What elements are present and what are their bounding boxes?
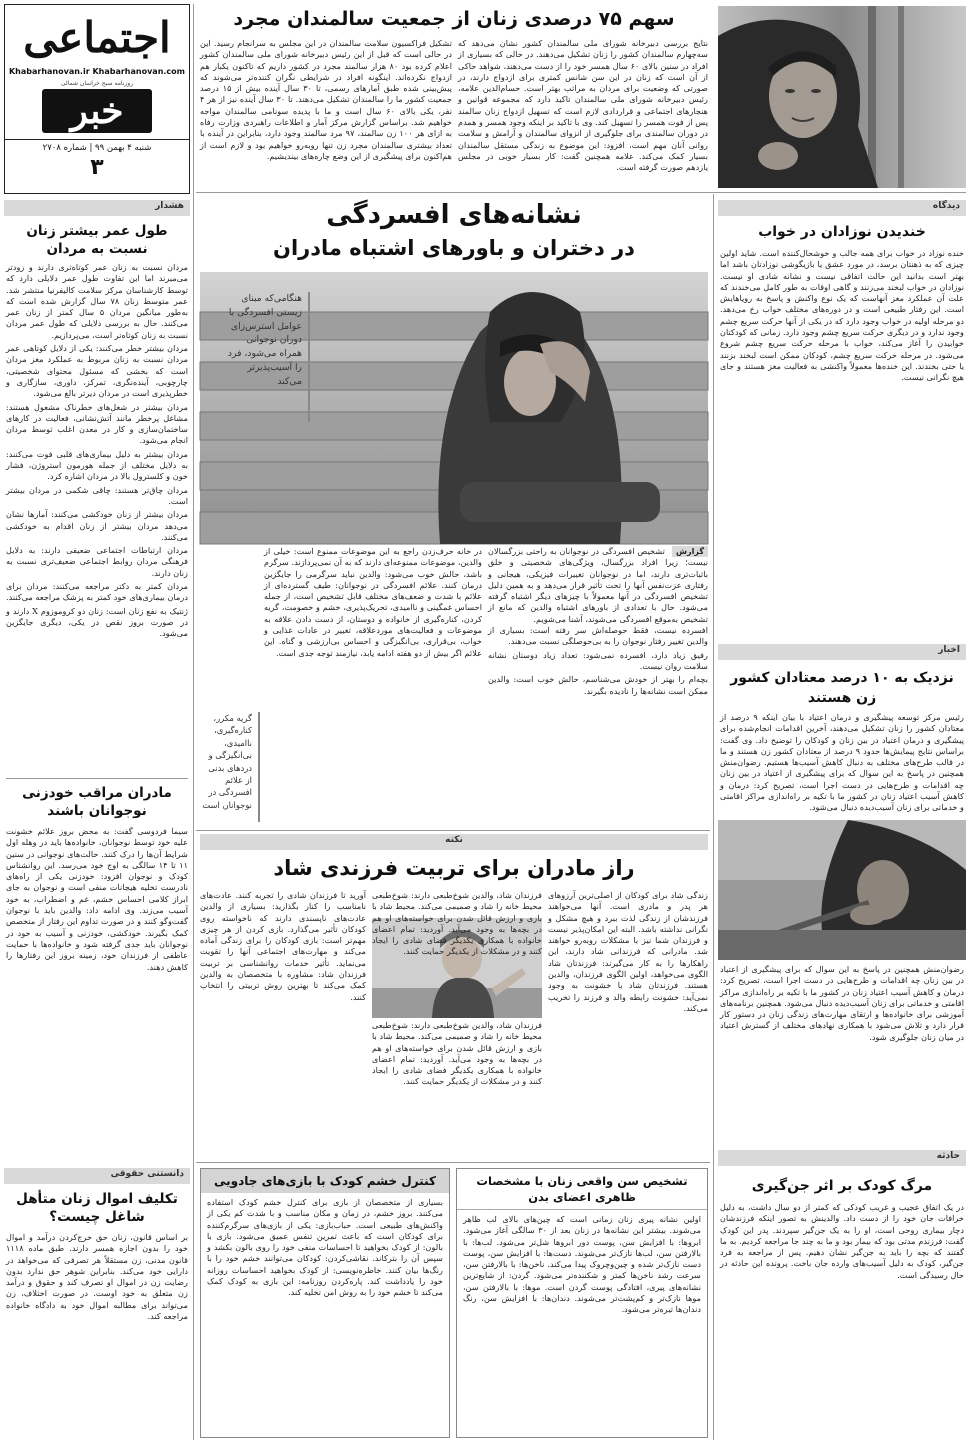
left-column-rule [193, 4, 194, 1440]
right-story3-body: در یک اتفاق عجیب و غریب کودکی که کمتر از دو سال داشت، به دلیل خرافات جان خود را از دست داد. والدینش به تصور اینکه فرزندشان دچار بیماری روحی است، او را به یک جن‌گیر سپردند. پدر این کودک گفت: فرزندم مدتی بود که بیمار بود و ما به چند جا مراجعه کردیم. به ما گفتند که بچه را باید به جن‌گیر نشان دهیم. پس از مراجعه به فرد جن‌گیر، کودک به دلیل آسیب‌های وارده جان باخت. پرونده این حادثه در حال رسیدگی است. [720, 1202, 964, 1280]
feature-pullquote-2: گریه مکرر، کناره‌گیری، ناامیدی، بی‌انگیزگی و دردهای بدنی از علائم افسردگی در نوجوانان است [200, 712, 260, 822]
top-story-headline: سهم ۷۵ درصدی زنان از جمعیت سالمندان مجرد [233, 8, 675, 30]
masthead-sites[interactable]: Khabarhanovan.ir Khabarhanovan.com [8, 67, 186, 76]
right-story1-title: خندیدن نوزادان در خواب [758, 224, 926, 240]
bottom-feature-col-a: زندگی شاد برای کودکان از اصلی‌ترین آرزوهای هر پدر و مادری است. آنها می‌خواهند فرزندشان از زندگی لذت ببرد و هیچ مشکل و نگرانی نداشته باشد. البته این امکان‌پذیر نیست و فرزندان شما نیز با مشکلات روبه‌رو خواهند شد. مادرانی که فرزندانی شاد دارند، این راهکارها را به کار می‌گیرند: فرزندتان شاد الگوی می‌خواهد، اولین الگوی فرزندان، والدین هستند. فرزندتان شاد با خشونت به وجود نمی‌آید: خشونت رابطه والد و فرزند را تخریب می‌کند. [548, 890, 708, 1013]
left-story1-point: مردان بیشتر خطر می‌کنند: یکی از دلایل کوتاهی عمر مردان نسبت به زنان مربوط به عملکرد مغز مردان است که بخشی که مسئول محتوای شخصیتی، چارچوبی، آینده‌نگری، تمرکز، داوری، سازگاری و خطرپذیری است در مردان دیرتر بالغ می‌شود. [6, 343, 188, 399]
feature-col-b: در خانه حرف‌زدن راجع به این موضوعات ممنوع است: خیلی از والدین، موضوعات ممنوعه‌ای دارند که به آن نمی‌پردازند. سرگرم باشد، حالش خوب می‌شود: والدین نباید سرگرمی را جایگزین درمان کنند. علائم افسردگی در نوجوانان: طیف گسترده‌ای از علائم با شدت و ضعف‌های مختلف قابل تشخیص است، از جمله احساس غمگینی و ناامیدی، تحریک‌پذیری، خشم و خصومت، گریه کردن، کناره‌گیری از خانواده و دوستان، از دست دادن علاقه به موضوعات و فعالیت‌های موردعلاقه، تغییر در عادات غذایی و خواب، بی‌قراری، بی‌انگیزگی و احساس بی‌ارزشی و گناه. این علائم اگر بیش از دو هفته ادامه یابد، نیازمند توجه جدی است. [264, 546, 482, 658]
paper-name: خبر [70, 90, 124, 132]
bottom-feature-header: نکته [200, 834, 708, 850]
top-divider [196, 192, 966, 193]
left-story1-point: مردان بیشتر از زنان خودکشی می‌کنند: آمارها نشان می‌دهد مردان بیشتر از زنان اقدام به خودکشی می‌کنند. [6, 509, 188, 542]
bottom-feature-col-b: فرزندان شاد، والدین شوخ‌طبعی دارند: شوخ‌طبعی محیط خانه را شاد و صمیمی می‌کند. محیط شاد با بازی و ارزش قائل شدن برای خواسته‌های او هم در بچه‌ها به وجود می‌آید. آوردید: تمام اعضای خانواده با همکاری یکدیگر فضای شادی را ایجاد کنند و در مشکلات از یکدیگر حمایت کنند. [372, 890, 542, 957]
left-header-warning: هشدار [4, 200, 190, 216]
right-story2-title: نزدیک به ۱۰ درصد معتادان کشور زن هستند [730, 670, 954, 706]
left-header-legal: دانستنی حقوقی [4, 1168, 190, 1184]
bottom-feature-col-b-cont: فرزندان شاد، والدین شوخ‌طبعی دارند: شوخ‌طبعی محیط خانه را شاد و صمیمی می‌کند. محیط شاد با بازی و ارزش قائل شدن برای خواسته‌های او هم در بچه‌ها به وجود می‌آید. آوردید: تمام اعضای خانواده با همکاری یکدیگر فضای شادی را ایجاد کنند و در مشکلات از یکدیگر حمایت کنند. [372, 1020, 542, 1087]
box-anger-body: بسیاری از متخصصان از بازی برای کنترل خشم کودک استفاده می‌کنند. بروز خشم، در زمان و مکان مناسب و با شدت کم یکی از واکنش‌های طبیعی است. حباب‌بازی: یکی از بازی‌های سرگرم‌کننده برای کودکان است که باعث تمرین تنفس عمیق می‌شود. بازی با بالون: از کودک بخواهید تا احساسات منفی خود را روی بالون بکشد و سپس آن را بترکاند. نقاشی‌کردن: کودکان می‌توانند خشم خود را با رنگ‌ها بیان کنند. خاطره‌نویسی: از کودک بخواهید احساسات روزانه خود را یادداشت کند. پاره‌کردن روزنامه: این بازی به کودک کمک می‌کند تا خشم خود را به روش امن تخلیه کند. [207, 1197, 443, 1298]
bottom-feature-headline: راز مادران برای تربیت فرزندی شاد [273, 856, 635, 880]
box-anger-headline: کنترل خشم کودک با بازی‌های جادویی [201, 1169, 449, 1193]
left-story1-title: طول عمر بیشتر زنان نسبت به مردان [26, 223, 168, 257]
box-anger-control [200, 1168, 450, 1438]
right-story1-body: خنده نوزاد در خواب برای همه جالب و خوشحال‌کننده است. شاید اولین چیزی که به ذهنتان برسد، در مورد عشق یا بازیگوشی نوزادتان باشد اما بهتر است بدانید این حالت اتفاقی نیست و نشانه شادی او نیست. نوزادان در خواب لبخند می‌زنند و گاهی اوقات به طور کامل می‌خندند که علت آن عملکرد مغز آنهاست که یک نوع واکنش و پاسخ به رویاهایش است. این رفتار طبیعی است و در دوره‌های مختلف خواب رخ می‌دهد. دو مرحله اولیه در خواب وجود دارد که در یکی از آنها حرکت سریع چشم وجود ندارد و در دیگری حرکت سریع چشم وجود دارد. زمانی که کودکتان خوابیدن را آغاز می‌کند، خواب با مرحله حرکت سریع چشم شروع می‌شود. در مرحله حرکت سریع چشم، کودکان ممکن است لبخند بزنند یا حتی بخندند. این خنده‌ها معمولاً واکنشی به فعالیت مغز هستند و جای هیچ نگرانی نیست. [720, 248, 964, 383]
feature-intro: تشخیص افسردگی در نوجوانان به راحتی بزرگسالان نیست؛ زیرا افراد بزرگسال، ویژگی‌های شخصیتی و خلق باثبات‌تری دارند، اما در نوجوانان تغییرات فیزیکی، هیجانی و رفتاری عزت‌نفس آنها را تحت تأثیر قرار می‌دهد و به همین دلیل تشخیص افسردگی در آنها معمولاً با چیزهای دیگر اشتباه گرفته می‌شود. حال با تعدادی از باورهای اشتباه والدین که مانع از تشخیص به‌موقع افسردگی می‌شوند، آشنا می‌شویم. [488, 546, 708, 624]
bottom-feature-col-c: آورید تا فرزندان شادی را تجربه کنند. عادت‌های نامناسب را کنار بگذارید: بسیاری از والدین عادت‌های ناپسندی دارند که ناخواسته روی کودکان تأثیر می‌گذارد. بازی کردن از هر چیزی مهم‌تر است: بازی کودکان را برای زندگی آماده می‌کند و مهارت‌های اجتماعی آنها را تقویت می‌نماید. تأثیر خدمات روانشناسی بر تربیت فرزندان شاد: مشاوره با متخصصان به والدین کمک می‌کند تا بهترین روش تربیتی را انتخاب کنند. [200, 890, 366, 1002]
right-story2-body: رئیس مرکز توسعه پیشگیری و درمان اعتیاد با بیان اینکه ۹ درصد از معتادان کشور را زنان تشکیل می‌دهند، آخرین اقدامات انجام‌شده برای پیشگیری و درمان اعتیاد در بین زنان و کودکان را توضیح داد. وی گفت: براساس نتایج پیمایش‌ها حدود ۹ درصد از معتادان کشور زن هستند و ما در قالب طرح‌های مختلف به دنبال کاهش آسیب‌ها هستیم. رضوان‌منش همچنین در پاسخ به این سوال که برای پیشگیری از اعتیاد در بین زنان چه اقدامات و طرح‌هایی در دست اجرا است، تصریح کرد: درمان و کاهش آسیب اعتیاد زنان در کشور ما با تکیه بر راه‌اندازی مراکز اقامتی و خدماتی برای زنان آسیب‌دیده دنبال می‌شود. [720, 712, 964, 813]
box-age-detection [456, 1168, 708, 1438]
right-column-rule [713, 194, 714, 1440]
addiction-photo [718, 820, 966, 960]
right-story2-body-repeat: رضوان‌منش همچنین در پاسخ به این سوال که برای پیشگیری از اعتیاد در بین زنان چه اقدامات و طرح‌هایی در دست اجرا است، تصریح کرد: درمان و کاهش آسیب اعتیاد زنان در کشور ما با تکیه بر راه‌اندازی مراکز اقامتی و خدماتی برای زنان آسیب‌دیده دنبال می‌شود. همچنین برنامه‌های آموزشی برای خانواده‌ها و ارتقای مهارت‌های زندگی زنان در دستور کار قرار دارد و تلاش می‌شود با همکاری نهادهای مختلف از گسترش اعتیاد در میان زنان جلوگیری شود. [720, 964, 964, 1042]
feature-col-a [488, 546, 708, 826]
bottom-feature-col-b-more [372, 1020, 542, 1158]
right-header-incident: حادثه [718, 1150, 966, 1166]
masthead-section-title: اجتماعی [23, 13, 171, 62]
left-story2-title: مادران مراقب خودزنی نوجوانان باشند [22, 785, 172, 819]
addiction-image [718, 820, 966, 960]
left-story2-body: سیما فردوسی گفت: به محض بروز علائم خشونت علیه خود توسط نوجوانان، خانواده‌ها باید در وهله اول شرایط آن‌ها را درک کنند. حالت‌های نوجوانی در سنین ۱۱ تا ۱۴ سالگی به اوج خود می‌رسد. این روانشناس کودک و نوجوان افزود: خودزنی یکی از راه‌های نادرست تخلیه هیجانات منفی است و نوجوان به جای ابراز کلامی احساس خشم، غم و اضطراب، به خود آسیب می‌زند. وی ادامه داد: والدین باید با نوجوان گفت‌وگو کنند و در صورت تداوم این رفتار از متخصص کمک بگیرند. خودکشی، خودزنی و آسیب به خود در نوجوانان باید جدی گرفته شود و خانواده‌ها با حمایت عاطفی از فرزندان خود، زمینه بروز این رفتارها را کاهش دهند. [6, 826, 188, 972]
left-story1-point: مردان کمتر به دکتر مراجعه می‌کنند: مردان برای درمان بیماری‌های خود کمتر به پزشک مراجعه می‌کنند. [5, 581, 188, 603]
feature-point: بچه‌ام را بهتر از خودش می‌شناسم، حالش خوب است: والدین ممکن است نشانه‌ها را نادیده بگیرند. [488, 674, 708, 696]
box-age-body: اولین نشانه پیری زنان زمانی است که چین‌های بالای لب ظاهر می‌شوند. بیشتر این نشانه‌ها در زنان بعد از ۳۰ سالگی آغاز می‌شود. ابروها: با افزایش سن، پوست دور ابروها شل‌تر می‌شود. لب‌ها: با بالارفتن سن، لب‌ها نازک‌تر می‌شوند. دست‌ها: با افزایش سن، پوست دست نازک‌تر شده و چین‌وچروک پیدا می‌کند. ناخن‌ها: با بالارفتن سن، سرعت رشد ناخن‌ها کمتر و شکننده‌تر می‌شود. گردن: از شایع‌ترین نشانه‌های پیری، افتادگی پوست گردن است. موها: با بالارفتن سن، موها نازک‌تر و کم‌پشت‌تر می‌شوند. دندان‌ها: با افزایش سن، رنگ دندان‌ها تیره‌تر می‌شود. [463, 1214, 701, 1315]
left-story1-body [6, 262, 188, 772]
elderly-woman-image [718, 6, 966, 188]
feature-bottom-rule [196, 830, 710, 831]
feature-point: افسرده نیست، فقط حوصله‌اش سر رفته است: بسیاری از والدین تغییر رفتار نوجوان را به بی‌حوصلگی نسبت می‌دهند. [488, 625, 708, 647]
right-header-news: اخبار [718, 644, 966, 660]
paper-logo [42, 89, 152, 133]
left-story3-body: بر اساس قانون، زنان حق خرج‌کردن درآمد و اموال خود را بدون اجازه همسر دارند. طبق ماده ۱۱۱۸ قانون مدنی، زن مستقلاً هر تصرفی که می‌خواهد در دارایی خود می‌کند. بنابراین شوهر حق ندارد بدون رضایت زن در اموال او تصرف کند و حقوق و درآمد زن متعلق به خود اوست. در صورت اختلاف، زن می‌تواند برای مطالبه اموال خود به دادگاه خانواده مراجعه کند. [6, 1232, 188, 1322]
feature-pullquote: هنگامی‌که مبنای زیستی افسردگی با عوامل استرس‌زای دوران نوجوانی همراه می‌شود، فرد را آسیب‌پذیرتر می‌کند [226, 292, 310, 422]
right-header-view: دیدگاه [718, 200, 966, 216]
top-story-col2: تشکیل فراکسیون سلامت سالمندان در این مجلس به سرانجام رسید. این در حالی است که قبل از این رئیس دبیرخانه شورای ملی سالمندان کشور اعلام کرده بود ۸۰ هزار سالمند مجرد در کشور داریم که تاکنون یکبار هم ازدواج نکرده‌اند. اینگونه افراد در شرایطی نگران کننده‌تر می‌شوند که پیش‌بینی شده طبق آمارهای رسمی، تا ۳۰ سال آینده بیش از ۱۵ درصد جمعیت کشور ما را سالمندان تشکیل می‌دهند. تا ۳۰ سال آینده نیز از هر ۴ نفر، یکی بالای ۶۰ سال است و ما با پدیده سونامی سالمندان مواجه خواهیم شد. براساس گزارش مرکز آمار و اطلاعات راهبردی وزارت رفاه به ازای هر ۱۰۰ زن سالمند، ۹۷ مرد سالمند وجود دارد، بنابراین در آینده با تعداد بیشتری سالمندان مجرد زن تنها روبه‌رو خواهیم بود و لازم است از هم‌اکنون برای پیشگیری از این وضع چاره‌های بیندیشیم. [200, 38, 452, 161]
left-story1-point: مردان بیشتر به دلیل بیماری‌های قلبی فوت می‌کنند: به دلایل مختلف از جمله هورمون استروژن، فشار خون و کلسترول بالا در مردان اشاره کرد. [6, 448, 188, 482]
issue-line: شنبه ۴ بهمن ۹۹ | شماره ۲۷۰۸ [5, 139, 189, 153]
feature-headline-2: در دختران و باورهای اشتباه مادران [273, 236, 635, 260]
left-story1-point: ژنتیک به نفع زنان است: زنان دو کروموزوم X دارند و در صورت بروز نقص در یکی، دیگری جایگزین می‌شود. [6, 605, 188, 639]
left-story1-intro: مردان نسبت به زنان عمر کوتاه‌تری دارند و زودتر می‌میرند اما این تفاوت طول عمر دلایلی دارد که توسط کارشناسان مرکز سلامت کالیفرنیا منتشر شد. عمر متوسط زنان ۷۸ سال گزارش شده است که به‌طور میانگین مردان ۵ سال کمتر از زنان عمر می‌کنند. حال به بررسی دلایلی که طول عمر مردان نسبت به زنان کوتاه‌تر است، می‌پردازیم. [6, 262, 188, 340]
left-story1-point: مردان بیشتر در شغل‌های خطرناک مشغول هستند: مشاغل پرخطر مانند آتش‌نشانی، فعالیت در کارهای ساختمان‌سازی و کار در معدن اغلب توسط مردان انجام می‌شود. [6, 401, 188, 446]
top-story-col1: نتایج بررسی دبیرخانه شورای ملی سالمندان کشور نشان می‌دهد که سه‌چهارم سالمندان کشور را زنان تشکیل می‌دهند. در حالی که بسیاری از افراد در سنین بالای ۶۰ سال همسر خود را از دست می‌دهند، شواهد حاکی از آن است که زنان در این سن شانس کمتری برای ازدواج دارند، در صورتی که وضعیت برای مردان به مراتب بهتر است. حسام‌الدین علامه، رئیس دبیرخانه شورای ملی سالمندان تاکید دارد که مجموعه قوانین و هنجارهای اجتماعی و قراردادی لازم است که تسهیل ازدواج زنان سالمند پس از فوت همسر را تسهیل کند. وی با تاکید بر اینکه وجود همسر و همدم در دوران سالمندی برای جلوگیری از انزوای سالمندان و آرامش و سلامت روانی آنان مهم است، افزود: این موضوع به زندگی مستقل سالمندان بسیار کمک می‌کند. علامه همچنین گفت: کار بسیار خوبی در مجلس یازدهم صورت گرفته است. [458, 38, 708, 173]
bottom-feature-rule [196, 1162, 710, 1163]
elderly-woman-photo [718, 6, 966, 188]
feature-headline-1: نشانه‌های افسردگی [326, 200, 582, 230]
masthead [4, 4, 190, 194]
masthead-tagline: روزنامه صبح خراسان شمالی [60, 80, 134, 87]
feature-point: رفیق زیاد دارد، افسرده نمی‌شود: تعداد زیاد دوستان نشانه سلامت روان نیست. [488, 649, 708, 671]
left-story1-point: مردان چاق‌تر هستند: چاقی شکمی در مردان بیشتر است. [6, 484, 188, 506]
left-story3-title: تکلیف اموال زنان متأهل شاغل چیست؟ [16, 1191, 178, 1225]
page-number: ۳ [90, 155, 104, 180]
left-story1-point: مردان ارتباطات اجتماعی ضعیفی دارند: به دلایل فرهنگی مردان روابط اجتماعی ضعیف‌تری نسبت به زنان دارند. [6, 545, 188, 578]
left-divider-1 [6, 778, 188, 779]
box-age-headline: تشخیص سن واقعی زنان با مشخصات ظاهری اعضای بدن [457, 1169, 707, 1210]
right-story3-title: مرگ کودک بر اثر جن‌گیری [751, 1178, 933, 1194]
feature-tag: گزارش [672, 546, 708, 557]
right-story2-continued [720, 964, 964, 1144]
